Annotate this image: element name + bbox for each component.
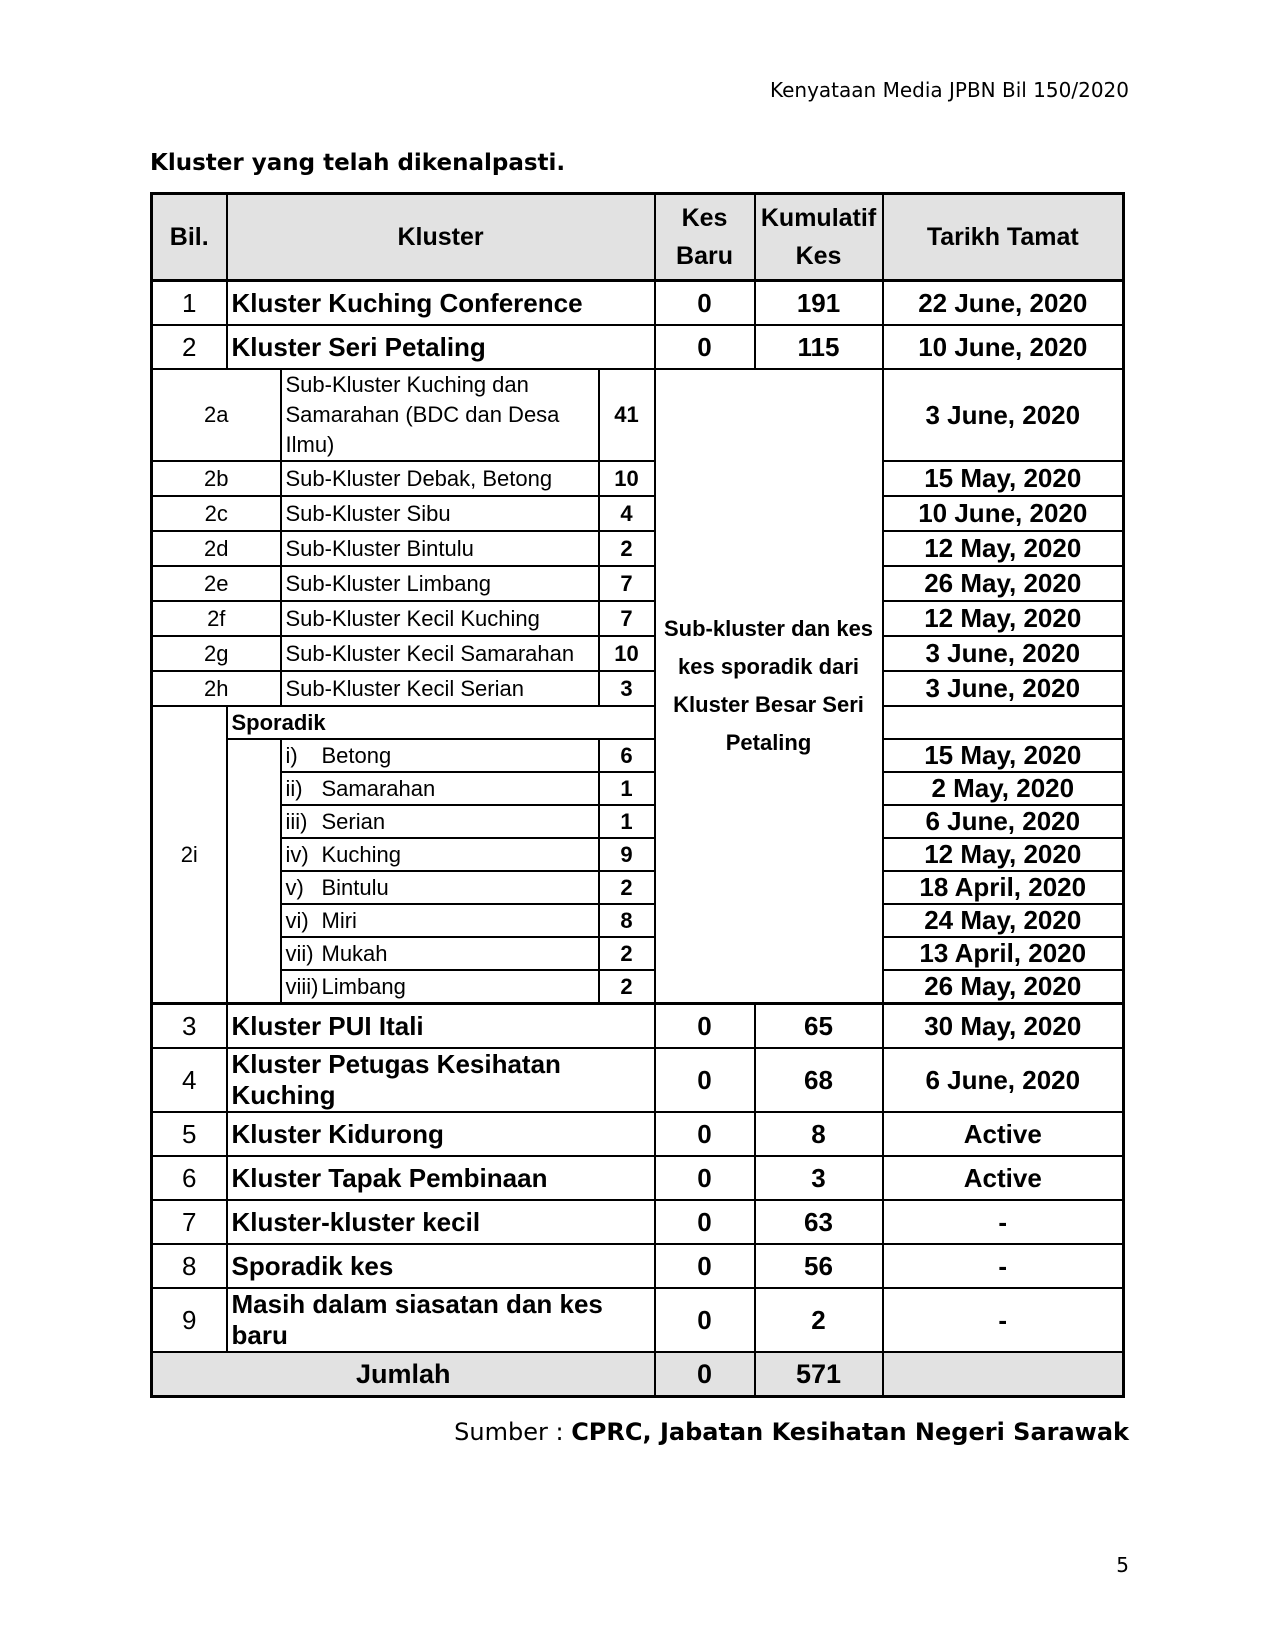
sub-cluster-row <box>152 531 1124 566</box>
sporadik-name: Mukah <box>321 940 388 966</box>
cell-count: 8 <box>599 904 655 937</box>
sporadik-name: Bintulu <box>321 874 389 900</box>
source-note <box>454 1418 1129 1446</box>
cell-kluster: Sub-Kluster Bintulu <box>281 531 599 566</box>
cell-tarikh: 6 June, 2020 <box>883 1048 1124 1112</box>
cell-sporadik <box>281 904 599 937</box>
cell-bil: 2g <box>152 636 281 671</box>
cell-kumulatif: 65 <box>755 1004 883 1049</box>
cell-sporadik <box>281 871 599 904</box>
cell-bil: 5 <box>152 1112 227 1156</box>
indent-spacer <box>227 904 281 937</box>
cell-kes-baru: 0 <box>655 281 755 326</box>
sporadik-row <box>152 838 1124 871</box>
total-label: Jumlah <box>152 1352 655 1397</box>
sporadik-name: Samarahan <box>321 775 436 801</box>
cell-tarikh: 3 June, 2020 <box>883 671 1124 706</box>
indent-spacer <box>227 970 281 1004</box>
cell-tarikh: 3 June, 2020 <box>883 369 1124 461</box>
cell-count: 10 <box>599 461 655 496</box>
cell-tarikh: 15 May, 2020 <box>883 739 1124 772</box>
sporadik-name: Betong <box>321 742 392 768</box>
cell-kluster: Masih dalam siasatan dan kes baru <box>227 1288 655 1352</box>
cell-bil: 7 <box>152 1200 227 1244</box>
cell-tarikh: 26 May, 2020 <box>883 970 1124 1004</box>
sporadik-row <box>152 937 1124 970</box>
cell-bil: 2h <box>152 671 281 706</box>
col-header-kes-baru-line1: Kes <box>681 204 728 232</box>
sporadik-num: ii) <box>285 775 303 801</box>
total-row <box>152 1352 1124 1397</box>
total-tarikh <box>883 1352 1124 1397</box>
document-header: Kenyataan Media JPBN Bil 150/2020 <box>769 78 1129 102</box>
cell-tarikh: 18 April, 2020 <box>883 871 1124 904</box>
col-header-kumulatif-line2: Kes <box>795 242 842 270</box>
cell-kluster: Kluster Kuching Conference <box>227 281 655 326</box>
col-header-kes-baru-line2: Baru <box>676 242 733 270</box>
cell-bil: 2b <box>152 461 281 496</box>
cell-tarikh: - <box>883 1288 1124 1352</box>
sporadik-num: vii) <box>285 940 314 966</box>
sub-cluster-row <box>152 601 1124 636</box>
cell-count: 2 <box>599 937 655 970</box>
cell-kluster: Kluster Tapak Pembinaan <box>227 1156 655 1200</box>
source-value: CPRC, Jabatan Kesihatan Negeri Sarawak <box>571 1418 1129 1446</box>
cell-kes-baru: 0 <box>655 1048 755 1112</box>
cell-kluster: Kluster Seri Petaling <box>227 325 655 369</box>
table-row <box>152 1244 1124 1288</box>
cell-tarikh: 30 May, 2020 <box>883 1004 1124 1049</box>
cell-tarikh: Active <box>883 1112 1124 1156</box>
cell-kumulatif: 8 <box>755 1112 883 1156</box>
cell-kumulatif: 68 <box>755 1048 883 1112</box>
cell-kumulatif: 191 <box>755 281 883 326</box>
cell-tarikh: 15 May, 2020 <box>883 461 1124 496</box>
sub-cluster-row <box>152 369 1124 461</box>
sporadik-name: Limbang <box>321 973 406 999</box>
cell-count: 7 <box>599 601 655 636</box>
sporadik-row <box>152 739 1124 772</box>
sporadik-name: Kuching <box>321 841 402 867</box>
cell-count: 1 <box>599 805 655 838</box>
sporadik-label: Sporadik <box>227 706 655 739</box>
cell-kluster: Kluster PUI Itali <box>227 1004 655 1049</box>
cell-kumulatif: 63 <box>755 1200 883 1244</box>
cell-kluster: Sporadik kes <box>227 1244 655 1288</box>
cluster-table <box>150 192 1125 1398</box>
cell-tarikh: 22 June, 2020 <box>883 281 1124 326</box>
sub-cluster-row <box>152 636 1124 671</box>
sporadik-row <box>152 805 1124 838</box>
cell-kes-baru: 0 <box>655 1112 755 1156</box>
table-row <box>152 1200 1124 1244</box>
cell-tarikh: 12 May, 2020 <box>883 531 1124 566</box>
cell-tarikh: 3 June, 2020 <box>883 636 1124 671</box>
cell-bil: 3 <box>152 1004 227 1049</box>
col-header-kluster: Kluster <box>227 194 655 281</box>
table-row <box>152 1112 1124 1156</box>
cell-kumulatif: 2 <box>755 1288 883 1352</box>
cell-tarikh: Active <box>883 1156 1124 1200</box>
cell-bil: 8 <box>152 1244 227 1288</box>
cell-tarikh: 6 June, 2020 <box>883 805 1124 838</box>
cell-kluster: Sub-Kluster Debak, Betong <box>281 461 599 496</box>
cell-tarikh: - <box>883 1200 1124 1244</box>
table-row <box>152 281 1124 326</box>
cell-count: 2 <box>599 871 655 904</box>
cell-kumulatif: 3 <box>755 1156 883 1200</box>
cell-count: 1 <box>599 772 655 805</box>
col-header-kumulatif <box>755 194 883 281</box>
cell-count: 41 <box>599 369 655 461</box>
cell-count: 9 <box>599 838 655 871</box>
cell-sporadik <box>281 805 599 838</box>
cell-kes-baru: 0 <box>655 1156 755 1200</box>
cell-kluster: Sub-Kluster Kecil Serian <box>281 671 599 706</box>
total-kumulatif: 571 <box>755 1352 883 1397</box>
cell-tarikh: 12 May, 2020 <box>883 601 1124 636</box>
sporadik-row <box>152 772 1124 805</box>
cell-kes-baru: 0 <box>655 1004 755 1049</box>
col-header-kumulatif-line1: Kumulatif <box>760 204 877 232</box>
cell-kluster: Sub-Kluster Kuching dan Samarahan (BDC dan Desa Ilmu) <box>281 369 599 461</box>
cell-tarikh: 13 April, 2020 <box>883 937 1124 970</box>
cell-bil: 2 <box>152 325 227 369</box>
cell-kluster: Sub-Kluster Sibu <box>281 496 599 531</box>
cell-bil: 6 <box>152 1156 227 1200</box>
cell-count: 2 <box>599 531 655 566</box>
cell-tarikh: 2 May, 2020 <box>883 772 1124 805</box>
cell-kluster: Kluster Kidurong <box>227 1112 655 1156</box>
cell-bil: 2d <box>152 531 281 566</box>
cell-kes-baru: 0 <box>655 1200 755 1244</box>
table-row <box>152 1156 1124 1200</box>
cell-tarikh: - <box>883 1244 1124 1288</box>
cell-bil: 2c <box>152 496 281 531</box>
cell-sporadik <box>281 772 599 805</box>
cell-count: 6 <box>599 739 655 772</box>
cell-count: 7 <box>599 566 655 601</box>
indent-spacer <box>227 805 281 838</box>
col-header-kes-baru <box>655 194 755 281</box>
sporadik-row <box>152 904 1124 937</box>
cell-kes-baru: 0 <box>655 1244 755 1288</box>
table-row <box>152 1288 1124 1352</box>
sporadik-header-row <box>152 706 1124 739</box>
cell-kes-baru: 0 <box>655 1288 755 1352</box>
sporadik-num: viii) <box>285 973 319 999</box>
cell-sporadik <box>281 739 599 772</box>
cell-bil: 2f <box>152 601 281 636</box>
table-row <box>152 1004 1124 1049</box>
cell-bil: 9 <box>152 1288 227 1352</box>
cell-tarikh: 10 June, 2020 <box>883 496 1124 531</box>
cell-tarikh: 24 May, 2020 <box>883 904 1124 937</box>
cell-kluster: Sub-Kluster Kecil Kuching <box>281 601 599 636</box>
section-title: Kluster yang telah dikenalpasti. <box>150 150 566 176</box>
cell-sporadik <box>281 838 599 871</box>
col-header-tarikh-tamat: Tarikh Tamat <box>883 194 1124 281</box>
table-row <box>152 325 1124 369</box>
cell-kes-baru: 0 <box>655 325 755 369</box>
sporadik-num: v) <box>285 874 304 900</box>
cell-tarikh: 10 June, 2020 <box>883 325 1124 369</box>
sub-cluster-row <box>152 496 1124 531</box>
sub-cluster-row <box>152 566 1124 601</box>
cell-kluster: Kluster Petugas Kesihatan Kuching <box>227 1048 655 1112</box>
cell-sporadik <box>281 937 599 970</box>
table-header-row <box>152 194 1124 281</box>
cell-count: 4 <box>599 496 655 531</box>
cell-count: 10 <box>599 636 655 671</box>
sporadik-num: iii) <box>285 808 308 834</box>
cell-kluster: Sub-Kluster Kecil Samarahan <box>281 636 599 671</box>
cell-count: 3 <box>599 671 655 706</box>
sporadik-name: Serian <box>321 808 386 834</box>
sub-cluster-row <box>152 461 1124 496</box>
indent-spacer <box>227 772 281 805</box>
sporadik-num: i) <box>285 742 298 768</box>
cell-tarikh-empty <box>883 706 1124 739</box>
cell-bil: 1 <box>152 281 227 326</box>
sub-cluster-note: Sub-kluster dan kes kes sporadik dari Kluster Besar Seri Petaling <box>655 369 883 1004</box>
cell-bil: 2e <box>152 566 281 601</box>
cell-tarikh: 26 May, 2020 <box>883 566 1124 601</box>
source-label: Sumber : <box>454 1418 564 1446</box>
cell-bil: 4 <box>152 1048 227 1112</box>
cell-count: 2 <box>599 970 655 1004</box>
col-header-bil: Bil. <box>152 194 227 281</box>
sporadik-row <box>152 970 1124 1004</box>
indent-spacer <box>227 937 281 970</box>
sporadik-num: iv) <box>285 841 309 867</box>
sub-cluster-row <box>152 671 1124 706</box>
cell-tarikh: 12 May, 2020 <box>883 838 1124 871</box>
cell-bil: 2a <box>152 369 281 461</box>
page-number: 5 <box>1116 1553 1129 1577</box>
sporadik-row <box>152 871 1124 904</box>
cell-kumulatif: 56 <box>755 1244 883 1288</box>
cell-kumulatif: 115 <box>755 325 883 369</box>
table-row <box>152 1048 1124 1112</box>
total-kes-baru: 0 <box>655 1352 755 1397</box>
cell-sporadik <box>281 970 599 1004</box>
sporadik-num: vi) <box>285 907 309 933</box>
cell-bil: 2i <box>152 706 227 1004</box>
indent-spacer <box>227 739 281 772</box>
indent-spacer <box>227 838 281 871</box>
cell-kluster: Kluster-kluster kecil <box>227 1200 655 1244</box>
indent-spacer <box>227 871 281 904</box>
cell-kluster: Sub-Kluster Limbang <box>281 566 599 601</box>
sporadik-name: Miri <box>321 907 357 933</box>
